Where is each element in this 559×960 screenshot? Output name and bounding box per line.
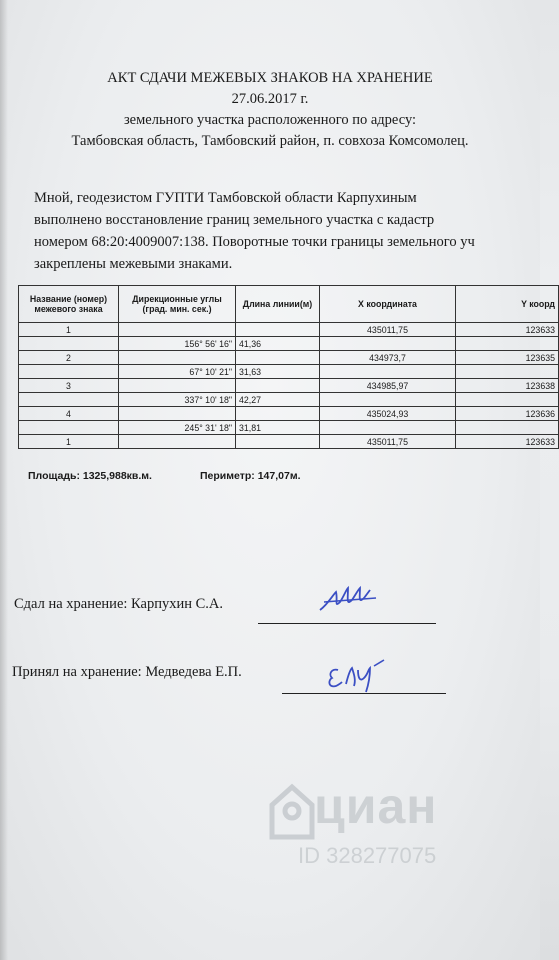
cell-mark: 2 (19, 351, 119, 365)
watermark (262, 775, 502, 875)
cell-mark: 1 (19, 323, 119, 337)
body-line-3: номером 68:20:4009007:138. Поворотные точки границы земельного уч (34, 234, 475, 250)
cell-x: 435011,75 (320, 323, 456, 337)
perimeter-label: Периметр: (200, 470, 255, 482)
document-date: 27.06.2017 г. (231, 91, 309, 107)
table-header-row (19, 286, 559, 323)
cell-y: 123633 (456, 323, 559, 337)
area-value: 1325,988кв.м. (82, 470, 152, 482)
table-row (19, 379, 559, 393)
cell-length (236, 435, 320, 449)
cell-x: 434985,97 (320, 379, 456, 393)
cell-angle (119, 351, 236, 365)
col-header-x: X координата (320, 286, 456, 323)
received-signature (324, 656, 390, 698)
table-row (19, 351, 559, 365)
table-row (19, 337, 559, 351)
cell-y: 123638 (456, 379, 559, 393)
cell-y (456, 421, 559, 435)
cell-length (236, 379, 320, 393)
boundary-marks-table (18, 285, 559, 449)
cell-length (236, 351, 320, 365)
body-line-1: Мной, геодезистом ГУПТИ Тамбовской области Карпухиным (34, 190, 417, 206)
cell-x (320, 337, 456, 351)
cell-length (236, 323, 320, 337)
col-header-length: Длина линии(м) (236, 286, 320, 323)
watermark-brand: циан (314, 778, 438, 834)
col-header-y: Y коорд (456, 286, 559, 323)
body-line-2: выполнено восстановление границ земельного участка с кадастр (34, 212, 435, 228)
perimeter-summary (200, 470, 301, 482)
cell-mark: 3 (19, 379, 119, 393)
cell-x (320, 421, 456, 435)
cell-mark: 4 (19, 407, 119, 421)
table-row (19, 365, 559, 379)
cell-y (456, 337, 559, 351)
cell-x (320, 393, 456, 407)
table-row (19, 323, 559, 337)
table-row (19, 435, 559, 449)
address: Тамбовская область, Тамбовский район, п. совхоза Комсомолец. (71, 133, 469, 149)
cell-angle: 67° 10' 21" (119, 365, 236, 379)
cell-angle: 337° 10' 18" (119, 393, 236, 407)
cell-angle (119, 379, 236, 393)
perimeter-value: 147,07м. (257, 470, 301, 482)
cell-mark (19, 365, 119, 379)
cell-x (320, 365, 456, 379)
cell-mark (19, 337, 119, 351)
cell-y: 123633 (456, 435, 559, 449)
table-row (19, 407, 559, 421)
col-header-mark: Название (номер) межевого знака (19, 286, 119, 323)
handed-signature (318, 582, 382, 622)
cell-angle (119, 323, 236, 337)
cell-mark (19, 393, 119, 407)
cell-length: 41,36 (236, 337, 320, 351)
cell-x: 435024,93 (320, 407, 456, 421)
cell-y: 123635 (456, 351, 559, 365)
area-label: Площадь: (28, 470, 80, 482)
table-row (19, 393, 559, 407)
col-header-angle: Дирекционные углы (град. мин. сек.) (119, 286, 236, 323)
address-intro: земельного участка расположенного по адресу: (123, 112, 417, 128)
cell-angle: 245° 31' 18" (119, 421, 236, 435)
area-summary (28, 470, 152, 482)
house-location-icon (262, 775, 322, 845)
cell-mark: 1 (19, 435, 119, 449)
handed-over-line: Сдал на хранение: Карпухин С.А. (14, 596, 223, 612)
received-line: Принял на хранение: Медведева Е.П. (12, 664, 242, 680)
cell-y (456, 393, 559, 407)
watermark-id: ID 328277075 (298, 843, 437, 868)
cell-y: 123636 (456, 407, 559, 421)
cell-y (456, 365, 559, 379)
cell-length (236, 407, 320, 421)
table-row (19, 421, 559, 435)
cell-x: 435011,75 (320, 435, 456, 449)
cell-length: 31,81 (236, 421, 320, 435)
document-title: АКТ СДАЧИ МЕЖЕВЫХ ЗНАКОВ НА ХРАНЕНИЕ (107, 70, 433, 86)
cell-angle (119, 435, 236, 449)
cell-length: 42,27 (236, 393, 320, 407)
cell-angle (119, 407, 236, 421)
handed-signature-underline (258, 623, 436, 624)
cell-angle: 156° 56' 16" (119, 337, 236, 351)
cell-length: 31,63 (236, 365, 320, 379)
cell-mark (19, 421, 119, 435)
cell-x: 434973,7 (320, 351, 456, 365)
body-line-4: закреплены межевыми знаками. (34, 256, 233, 272)
